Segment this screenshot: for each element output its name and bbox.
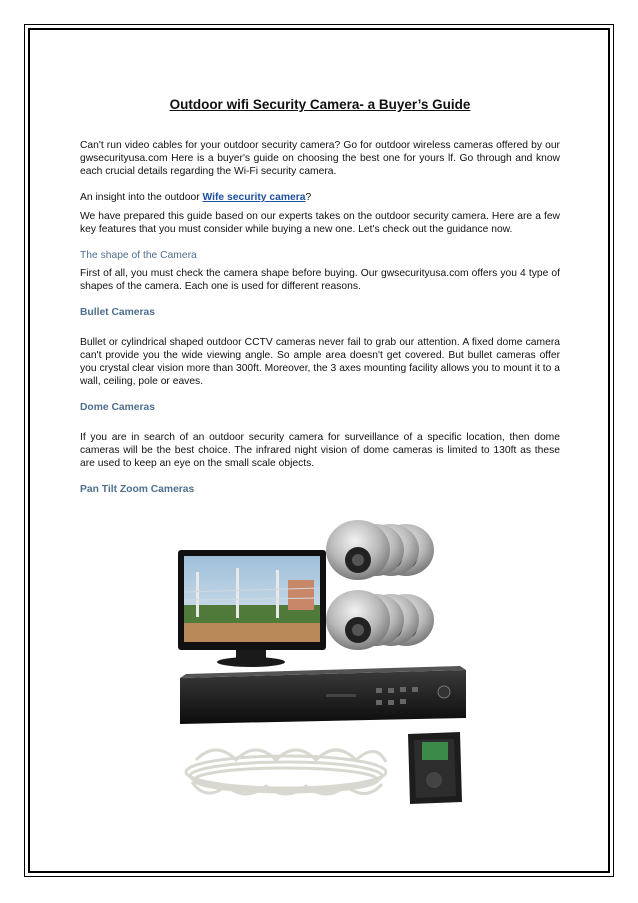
dome-heading: Dome Cameras (80, 402, 155, 413)
insight-prefix: An insight into the outdoor (80, 192, 203, 203)
dvr-recorder-icon (180, 666, 466, 724)
document-body (80, 97, 560, 513)
hard-drive-icon (408, 732, 462, 804)
monitor-icon (178, 550, 326, 667)
insight-suffix: ? (305, 192, 312, 203)
security-kit-image (176, 510, 472, 806)
bullet-heading: Bullet Cameras (80, 307, 155, 318)
ptz-heading: Pan Tilt Zoom Cameras (80, 484, 195, 495)
shape-paragraph: First of all, you must check the camera shape before buying. Our gwsecurityusa.com offers you 4 type of shapes of the camera. Each one is used for different reasons. (80, 268, 560, 292)
dome-camera-icons (326, 520, 434, 650)
shape-heading: The shape of the Camera (80, 250, 197, 261)
network-cable-icon (186, 750, 386, 794)
intro-paragraph: Can't run video cables for your outdoor security camera? Go for outdoor wireless cameras offered by our gwsecurityusa.com Here is a buyer's guide on choosing the best one for yours lf. Go through and know each crucial details regarding the Wi-Fi security camera. (80, 140, 560, 177)
bullet-paragraph: Bullet or cylindrical shaped outdoor CCTV cameras never fail to grab our attention. A fixed dome camera can't provide you the wide viewing angle. So ample area doesn't get covered. But bullet cameras offer you crystal clear vision more than 300ft. Moreover, the 3 axes mounting facility allows you to mount it to a wall, ceiling, pole or eaves. (80, 337, 560, 387)
security-kit-illustration (176, 510, 472, 806)
wifi-camera-link[interactable]: Wife security camera (202, 192, 306, 203)
prepared-paragraph: We have prepared this guide based on our experts takes on the outdoor security camera. Here are a few key features that you must consider while buying a new one. Let's check out the guidance now. (80, 211, 560, 235)
dome-paragraph: If you are in search of an outdoor security camera for surveillance of a specific location, then dome cameras will be the best choice. The infrared night vision of dome cameras is limited to 130ft as these are used to keep an eye on the small scale objects. (80, 432, 560, 469)
insight-line (80, 191, 560, 204)
page-title: Outdoor wifi Security Camera- a Buyer’s Guide (169, 97, 471, 112)
